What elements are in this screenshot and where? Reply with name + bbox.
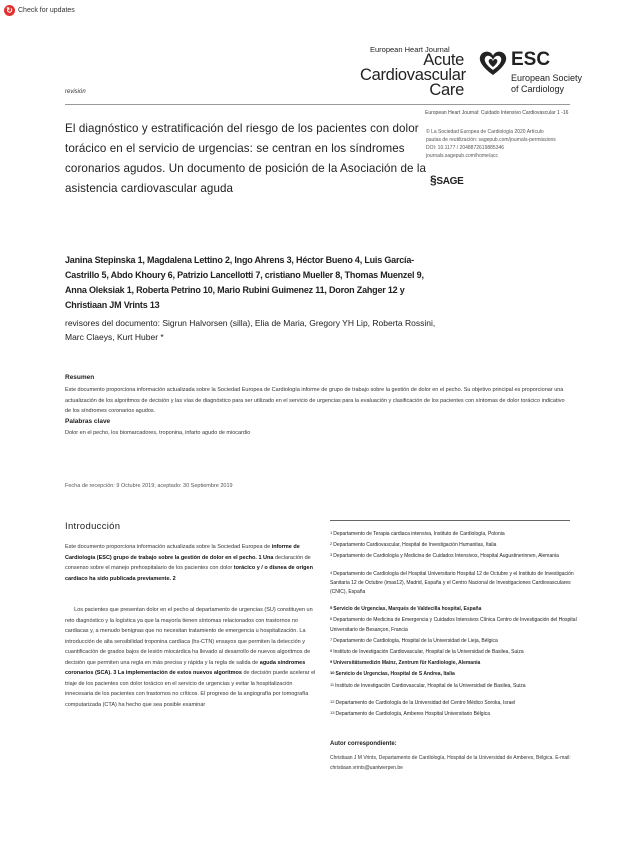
affiliation-text: Departamento de Cardiología y Medicina de Cuidados Intensivos, Hospital Augustinerinnen, Alemania	[333, 553, 559, 560]
affiliation-number: 9	[330, 659, 333, 665]
introduction-heading: Introducción	[65, 521, 121, 532]
affiliation-text: Departamento de Terapia cardiaca intensiva, Instituto de Cardiología, Polonia	[333, 531, 505, 537]
affiliation-number: 13	[330, 710, 335, 716]
affiliation-item	[330, 680, 585, 691]
keywords-heading: Palabras clave	[65, 418, 111, 425]
meta-permissions-link[interactable]: pautas de reutilización: sagepub.com/journals-permissions	[426, 137, 556, 143]
affiliation-number: 12	[330, 698, 335, 704]
affiliation-number: 6	[330, 616, 333, 622]
article-type-label: revisión	[65, 89, 86, 95]
article-meta	[426, 128, 576, 160]
citation-line: European Heart Journal: Cuidado Intensivo Cardiovascular 1 -16	[425, 110, 569, 116]
abstract-heading: Resumen	[65, 374, 95, 381]
affiliation-number: 5	[330, 605, 333, 611]
society-name-line: of Cardiology	[511, 83, 565, 94]
paragraph-text-bold: torácico y / o disnea de origen cardíaco ha sido publicada previamente. 2	[65, 565, 313, 582]
abstract-text: Este documento proporciona información actualizada sobre la Sociedad Europea de Cardiología informe de grupo de trabajo sobre la gestión de dolor en el pecho. Su objetivo principal es proporcionar una actualización de los algoritmos de decisión y las vías de diagnóstico para ser utilizado en el servicio de urgencias para la evaluación y clasificación de los pacientes con síntomas de dolor torácico indicativo de los síndromes coronarios agudos.	[65, 387, 565, 414]
affiliation-number: 7	[330, 636, 333, 642]
publisher-logo	[430, 173, 464, 187]
affiliation-number: 3	[330, 552, 333, 558]
correspondence-text[interactable]: Christiaan J M Vrints, Departamento de Cardiología, Hospital de la Universidad de Amberes, Bélgica. E-mail: christiaan.vrints@uantwerpen.be	[330, 755, 571, 771]
introduction-paragraph	[65, 605, 320, 710]
meta-journal-link[interactable]: journals.sagepub.com/home/acc	[426, 153, 498, 159]
esc-heart-logo-icon	[478, 48, 508, 78]
journal-title	[360, 53, 464, 98]
affiliation-item	[330, 646, 585, 657]
publisher-name: SAGE	[436, 176, 464, 187]
paragraph-text-bold: aguda síndromes coronarios (SCA). 3 La implementación de estos nuevos algoritmos	[65, 659, 306, 676]
affiliation-number: 1	[330, 530, 333, 535]
paragraph-text: Este documento proporciona información actualizada sobre la Sociedad Europea de	[65, 544, 272, 550]
affiliation-item	[330, 603, 585, 614]
affiliation-item	[330, 614, 585, 634]
check-for-updates-label: Check for updates	[18, 7, 75, 14]
affiliation-item	[330, 528, 585, 539]
affiliations-divider	[330, 520, 570, 521]
affiliation-text: Instituto de Investigación Cardiovascular, Hospital de la Universidad de Basilea, Suiza	[335, 682, 526, 689]
journal-title-line: Acute	[423, 51, 464, 69]
affiliation-text: Universitätsmedizin Mainz, Zentrum für Kardiologie, Alemania	[333, 660, 481, 667]
received-accepted-dates: Fecha de recepción: 9 Octubre 2019; aceptado: 30 Septiembre 2019	[65, 483, 233, 489]
sage-s-icon: §	[430, 173, 437, 187]
society-abbreviation: ESC	[511, 49, 551, 70]
affiliation-item	[330, 668, 585, 679]
affiliation-number: 8	[330, 648, 333, 654]
affiliation-item	[330, 550, 585, 561]
author-list: Janina Stepinska 1, Magdalena Lettino 2, Ingo Ahrens 3, Héctor Bueno 4, Luis García-Castrillo 5, Abdo Khoury 6, Patrizio Lancellotti 7, cristiano Mueller 8, Thomas Muenzel 9, Anna Oleksiak 1, Roberta Petrino 10, Mario Rubini Guimenez 11, Doron Zahger 12 y Christiaan JM Vrints 13	[65, 255, 424, 310]
affiliation-item	[330, 697, 585, 708]
meta-copyright: © La Sociedad Europea de Cardiología 2020 Artículo	[426, 129, 544, 135]
affiliation-number: 10	[330, 670, 335, 676]
affiliation-text: Departamento de Cardiología del Hospital Universitario Hospital 12 de Octubre y el Instituto de Investigación Sanitaria 12 de Octubre (imas12), Madrid, España y el Centro Nacional de Investigaciones Cardiovasculares (CNIC), España	[330, 570, 574, 596]
journal-title-line: Cardiovascular	[360, 66, 466, 84]
affiliation-item	[330, 657, 585, 668]
society-name	[511, 73, 582, 94]
article-title: El diagnóstico y estratificación del riesgo de los pacientes con dolor torácico en el servicio de urgencias: se centran en los síndromes coronarios agudos. Un documento de posición de la Asociación de la asistencia cardiovascular aguda	[65, 122, 427, 195]
affiliation-number: 11	[330, 681, 335, 687]
society-name-line: European Society	[511, 73, 583, 83]
affiliation-item	[330, 635, 585, 646]
affiliation-number: 4	[330, 569, 333, 575]
introduction-paragraph	[65, 542, 320, 584]
affiliation-text: Departamento de Cardiología, Hospital de la Universidad de Lieja, Bélgica	[333, 637, 498, 644]
document-reviewers: revisores del documento: Sigrun Halvorsen (silla), Elia de Maria, Gregory YH Lip, Roberta Rossini, Marc Claeys, Kurt Huber *	[65, 318, 436, 342]
paragraph-text: declaración de consenso sobre el manejo prehospitalario de los pacientes con dolor	[65, 554, 311, 571]
paragraph-text-bold: informe de Cardiología (ESC) grupo de trabajo sobre la gestión de dolor en el pecho. 1 Una	[65, 544, 300, 561]
affiliation-text: Departamento de Medicina de Emergencia y Cuidados Intensivos Clínica Centro de Investigación del Hospital Universitario de Besançon, Francia	[330, 617, 577, 633]
paragraph-text: de decisión puede acelerar el triaje de los pacientes con dolor torácico en el servicio de urgencias y evitar la hospitalización innecesaria de los pacientes con trastornos no críticos. El progreso de la angiografía por tomografía computarizada (CTA) ha hecho que sea posible examinar	[65, 670, 316, 708]
affiliation-item	[330, 568, 585, 598]
affiliation-item	[330, 539, 585, 550]
header-divider	[65, 104, 570, 105]
paragraph-text: Los pacientes que presentan dolor en el pecho al departamento de urgencias (SU) constituyen un reto diagnóstico y la logística ya que la mayoría tienen síntomas relacionados con trastornos no cardiacas y, a menudo benignas que no necesitan tratamiento de emergencia u hospitalización. La introducción de alta sensibilidad troponina cardíaca (hs-CTN) ensayos que permiten la detección y cuantificación de grados bajos de lesión miocárdica ha llevado al desarrollo de nuevos algoritmos de decisión que permiten una regla en más precisa y rápida y la regla de salida de	[65, 607, 313, 666]
journal-series-name: European Heart Journal	[370, 45, 450, 54]
affiliation-text: Instituto de Investigación Cardiovascular, Hospital de la Universidad de Basilea, Suiza	[333, 649, 524, 656]
affiliation-text: Departamento Cardiovascular, Hospital de Investigación Humanitas, Italia	[333, 542, 497, 549]
check-for-updates-badge[interactable]	[4, 5, 75, 16]
affiliations-list	[330, 528, 585, 719]
affiliation-number: 2	[330, 541, 333, 547]
meta-doi[interactable]: DOI: 10.1177 / 2048872619885346	[426, 145, 505, 151]
affiliation-item	[330, 708, 585, 719]
affiliation-text: Servicio de Urgencias, Hospital de S Andrea, Italia	[335, 671, 455, 678]
affiliation-text: Departamento de Cardiología, Amberes Hospital Universitario Bélgica	[335, 711, 490, 718]
correspondence-heading: Autor correspondiente:	[330, 741, 397, 747]
journal-title-line: Care	[429, 81, 464, 99]
affiliation-text: Departamento de Cardiología de la Universidad del Centro Médico Soroka, Israel	[335, 699, 516, 706]
affiliation-text: Servicio de Urgencias, Marqués de Valdecilla hospital, España	[333, 606, 482, 613]
keywords-text: Dolor en el pecho, los biomarcadores, troponina, infarto agudo de miocardio	[65, 430, 251, 436]
check-for-updates-icon: ↻	[4, 5, 15, 16]
